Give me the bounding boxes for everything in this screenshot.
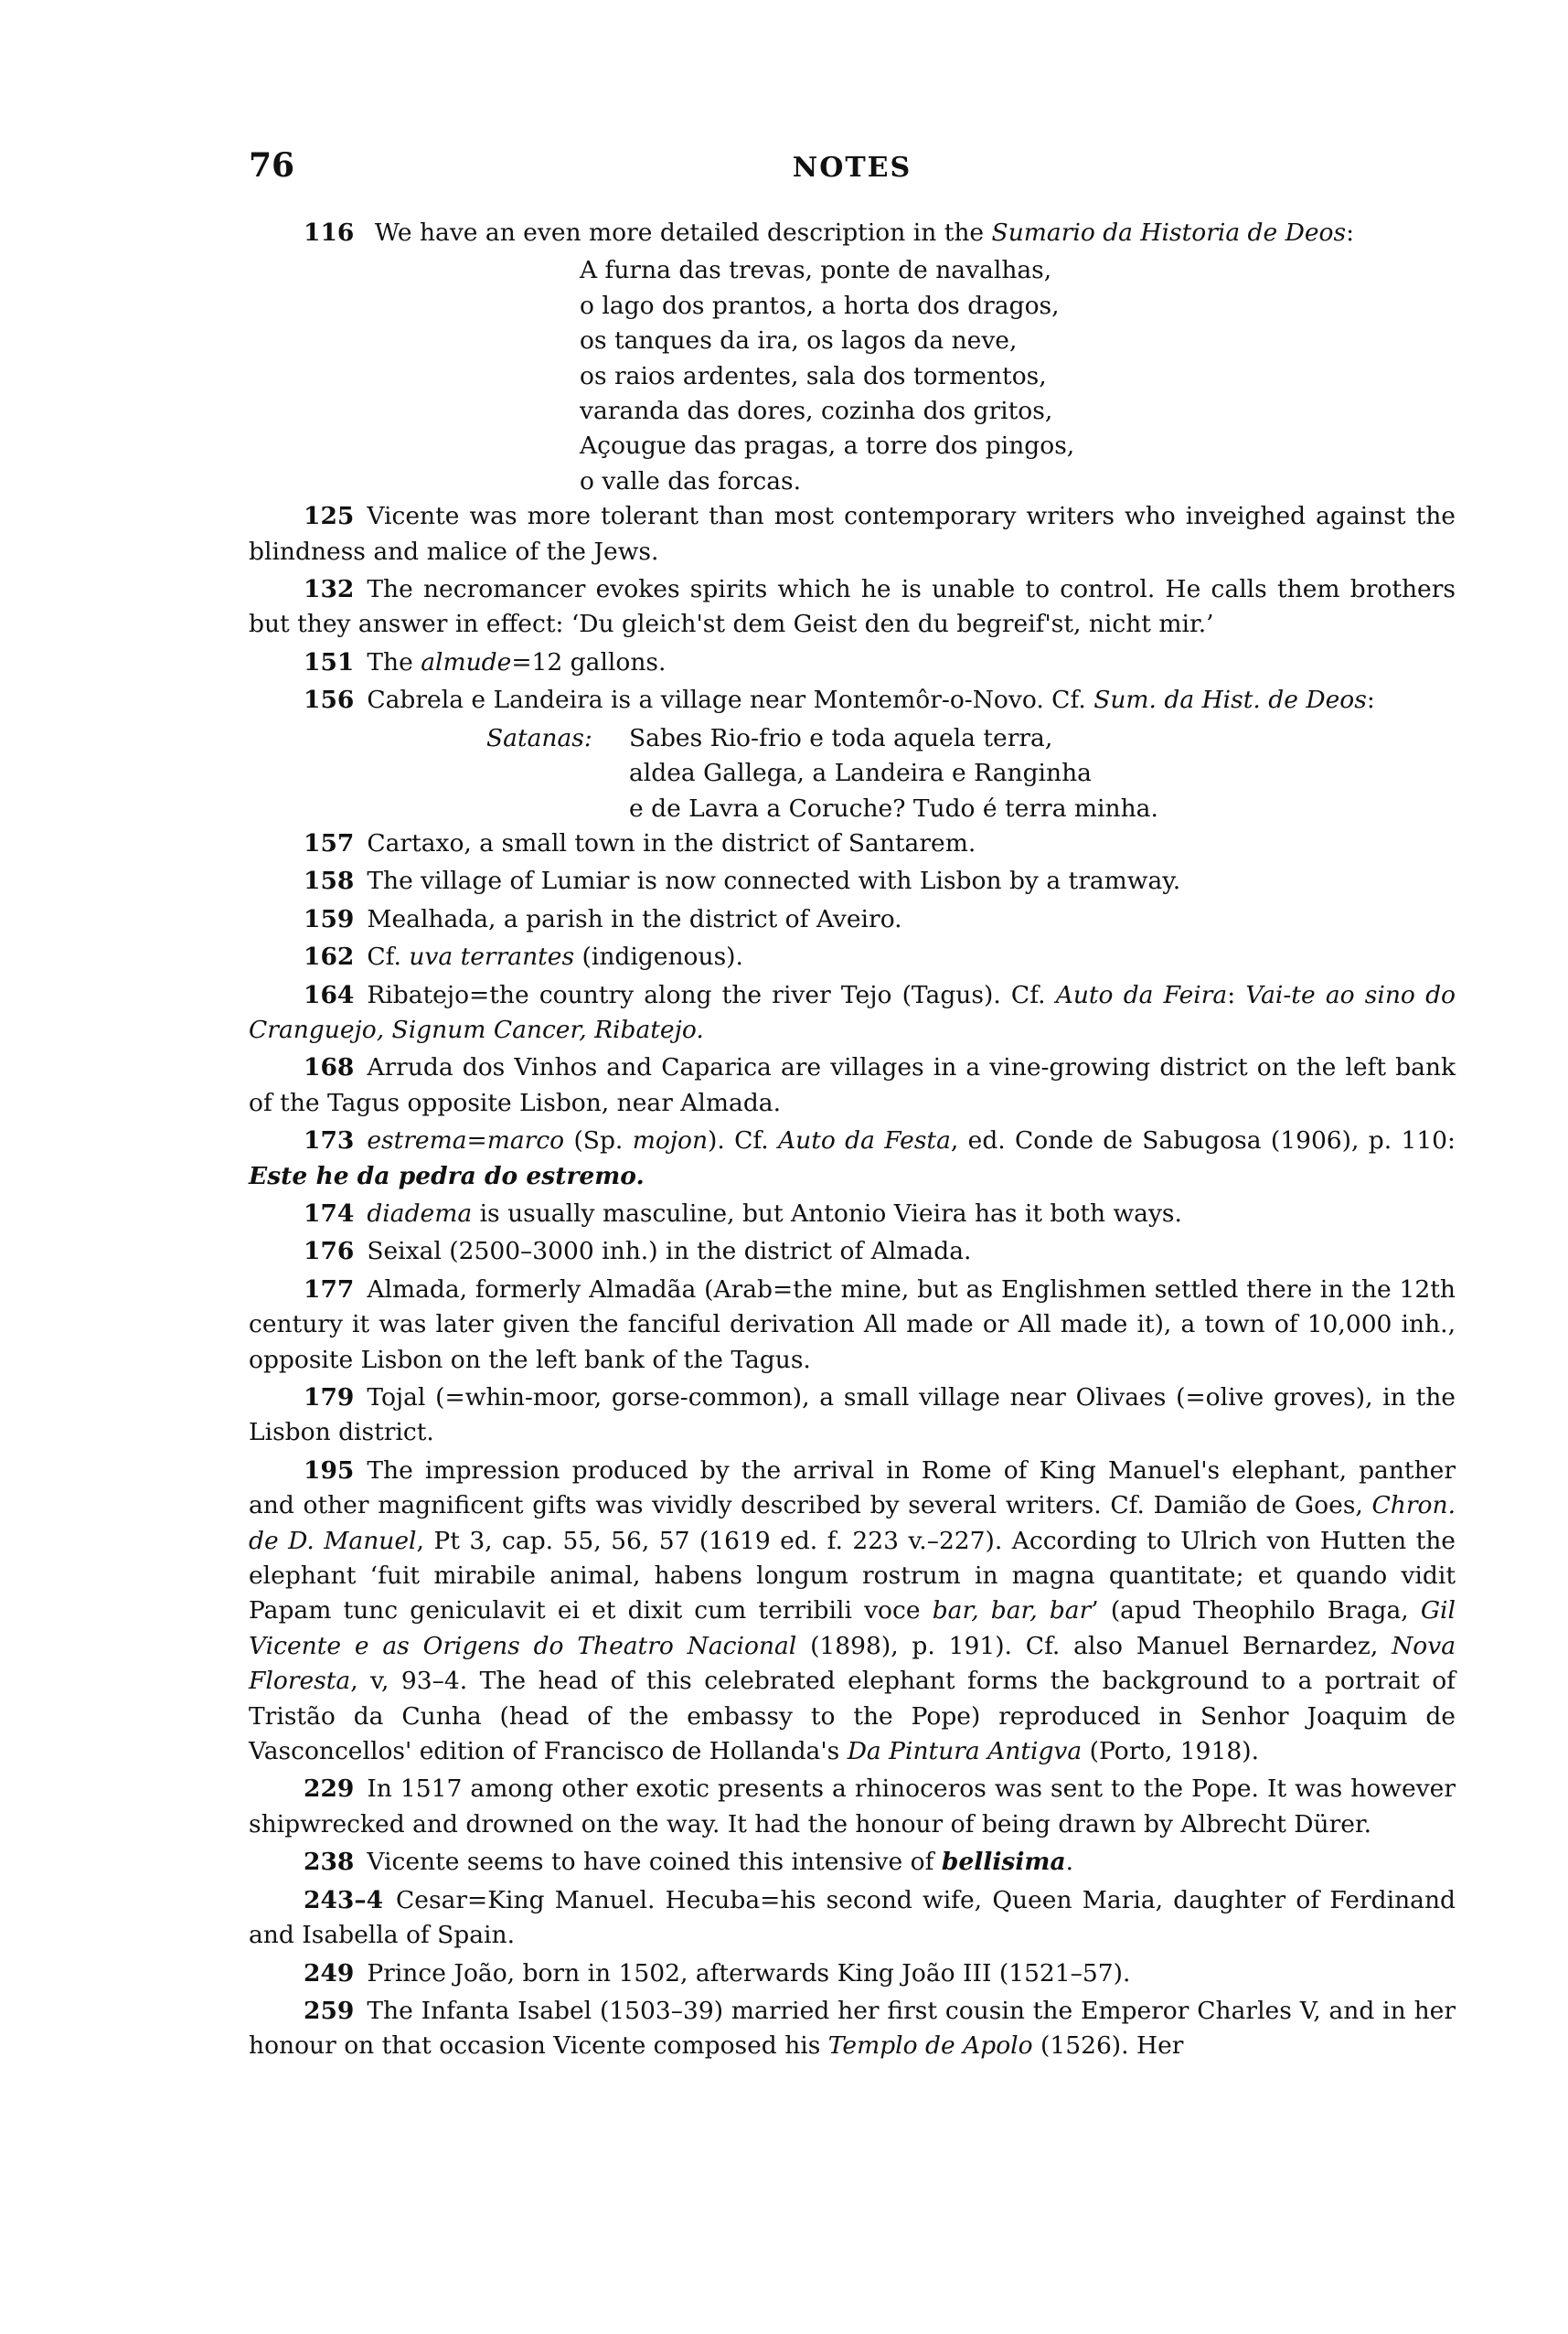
verse-line: o valle das forcas. [580, 466, 802, 496]
note-number: 195 [304, 1455, 355, 1485]
note-number: 157 [304, 828, 355, 858]
note-157: 157 Cartaxo, a small town in the district of Santarem. [304, 828, 976, 858]
page-number: 76 [249, 146, 295, 185]
note-162: 162 Cf. uva terrantes (indigenous). [304, 943, 743, 972]
verse-quote-156 [249, 721, 1456, 826]
note-number: 238 [304, 1848, 355, 1877]
source-title: Sum. da Hist. de Deos [1093, 686, 1367, 715]
note-116: 116 We have an even more detailed description in the Sumario da Historia de Deos: [304, 218, 1355, 247]
note-number: 174 [304, 1199, 355, 1228]
note-number: 159 [304, 904, 355, 933]
note-number: 151 [304, 647, 355, 677]
note-number: 158 [304, 867, 355, 896]
note-number: 125 [304, 502, 355, 531]
note-number: 173 [304, 1126, 355, 1156]
note-132: 132 The necromancer evokes spirits which he is unable to control. He calls them brothers but they answer in effect: ‘Du gleich'st dem Geist den du begreif'st, nicht mir.’ [249, 575, 1456, 639]
verse-line: Sabes Rio-frio e toda aquela terra, [629, 723, 1053, 752]
note-125: 125 Vicente was more tolerant than most contemporary writers who inveighed against the blindness and malice of the Jews. [249, 502, 1456, 566]
note-number: 179 [304, 1383, 355, 1412]
note-number: 132 [304, 575, 355, 604]
note-number: 177 [304, 1274, 355, 1304]
running-head: NOTES [792, 152, 912, 184]
verse-line: aldea Gallega, a Landeira e Ranginha [629, 759, 1092, 788]
note-195: 195 The impression produced by the arrival in Rome of King Manuel's elephant, panther and other magnificent gifts was vividly described by several writers. Cf. Damião de Goes, Chron. de D. Manuel, Pt 3, cap. 55, 56, 57 (1619 ed. f. 223 v.–227). According to Ulrich von Hutten the elephant ‘fuit mirabile animal, habens longum rostrum in magna quantitate; et quando vidit Papam tunc geniculavit ei et dixit cum terribili voce bar, bar, bar’ (apud Theophilo Braga, Gil Vicente e as Origens do Theatro Nacional (1898), p. 191). Cf. also Manuel Bernardez, Nova Floresta, v, 93–4. The head of this celebrated elephant forms the background to a portrait of Tristão da Cunha (head of the embassy to the Pope) reproduced in Senhor Joaquim de Vasconcellos' edition of Francisco de Hollanda's Da Pintura Antigva (Porto, 1918). [249, 1455, 1456, 1766]
note-number: 168 [304, 1053, 355, 1082]
note-174: 174 diadema is usually masculine, but Antonio Vieira has it both ways. [304, 1199, 1182, 1228]
note-168: 168 Arruda dos Vinhos and Caparica are villages in a vine-growing district on the left bank of the Tagus opposite Lisbon, near Almada. [249, 1053, 1456, 1117]
note-259: 259 The Infanta Isabel (1503–39) married her first cousin the Emperor Charles V, and in her honour on that occasion Vicente composed his Templo de Apolo (1526). Her [249, 1996, 1456, 2061]
note-158: 158 The village of Lumiar is now connected with Lisbon by a tramway. [304, 867, 1181, 896]
verse-line: os tanques da ira, os lagos da neve, [580, 326, 1018, 356]
note-173: 173 estrema=marco (Sp. mojon). Cf. Auto da Festa, ed. Conde de Sabugosa (1906), p. 110: Este he da pedra do estremo. [249, 1126, 1456, 1190]
note-number: 162 [304, 943, 355, 972]
source-title: Sumario da Historia de Deos [991, 218, 1347, 247]
note-number: 249 [304, 1958, 355, 1988]
note-number: 156 [304, 686, 355, 715]
verse-line: Açougue das pragas, a torre dos pingos, [580, 432, 1075, 461]
verse-line: o lago dos prantos, a horta dos dragos, [580, 291, 1060, 320]
note-159: 159 Mealhada, a parish in the district of Aveiro. [304, 904, 902, 933]
verse-quote-116 [249, 253, 1456, 499]
note-164: 164 Ribatejo=the country along the river Tejo (Tagus). Cf. Auto da Feira: Vai-te ao sino do Cranguejo, Signum Cancer, Ribatejo. [249, 980, 1456, 1044]
note-number: 164 [304, 980, 355, 1009]
note-number: 229 [304, 1774, 355, 1804]
notes-body [249, 216, 1456, 2067]
note-number: 259 [304, 1996, 355, 2025]
speaker-label: Satanas: [486, 723, 592, 752]
note-176: 176 Seixal (2500–3000 inh.) in the district of Almada. [304, 1237, 972, 1266]
note-177: 177 Almada, formerly Almadãa (Arab=the mine, but as Englishmen settled there in the 12th century it was later given the fanciful derivation All made or All made it), a town of 10,000 inh., opposite Lisbon on the left bank of the Tagus. [249, 1274, 1456, 1374]
note-238: 238 Vicente seems to have coined this intensive of bellisima. [304, 1848, 1074, 1877]
note-151: 151 The almude=12 gallons. [304, 647, 667, 677]
note-number: 116 [304, 218, 355, 247]
verse-line: varanda das dores, cozinha dos gritos, [580, 397, 1053, 426]
page-header [249, 146, 1456, 192]
verse-line: A furna das trevas, ponte de navalhas, [580, 256, 1052, 285]
note-229: 229 In 1517 among other exotic presents a rhinoceros was sent to the Pope. It was however shipwrecked and drowned on the way. It had the honour of being drawn by Albrecht Dürer. [249, 1774, 1456, 1838]
note-156: 156 Cabrela e Landeira is a village near Montemôr-o-Novo. Cf. Sum. da Hist. de Deos: [304, 686, 1375, 715]
note-number: 176 [304, 1237, 355, 1266]
note-number: 243–4 [304, 1885, 384, 1914]
verse-line: os raios ardentes, sala dos tormentos, [580, 361, 1047, 390]
note-243-4: 243–4 Cesar=King Manuel. Hecuba=his second wife, Queen Maria, daughter of Ferdinand and Isabella of Spain. [249, 1885, 1456, 1950]
note-179: 179 Tojal (=whin-moor, gorse-common), a small village near Olivaes (=olive groves), in the Lisbon district. [249, 1383, 1456, 1447]
verse-line: e de Lavra a Coruche? Tudo é terra minha. [629, 794, 1158, 823]
note-249: 249 Prince João, born in 1502, afterwards King João III (1521–57). [304, 1958, 1131, 1988]
